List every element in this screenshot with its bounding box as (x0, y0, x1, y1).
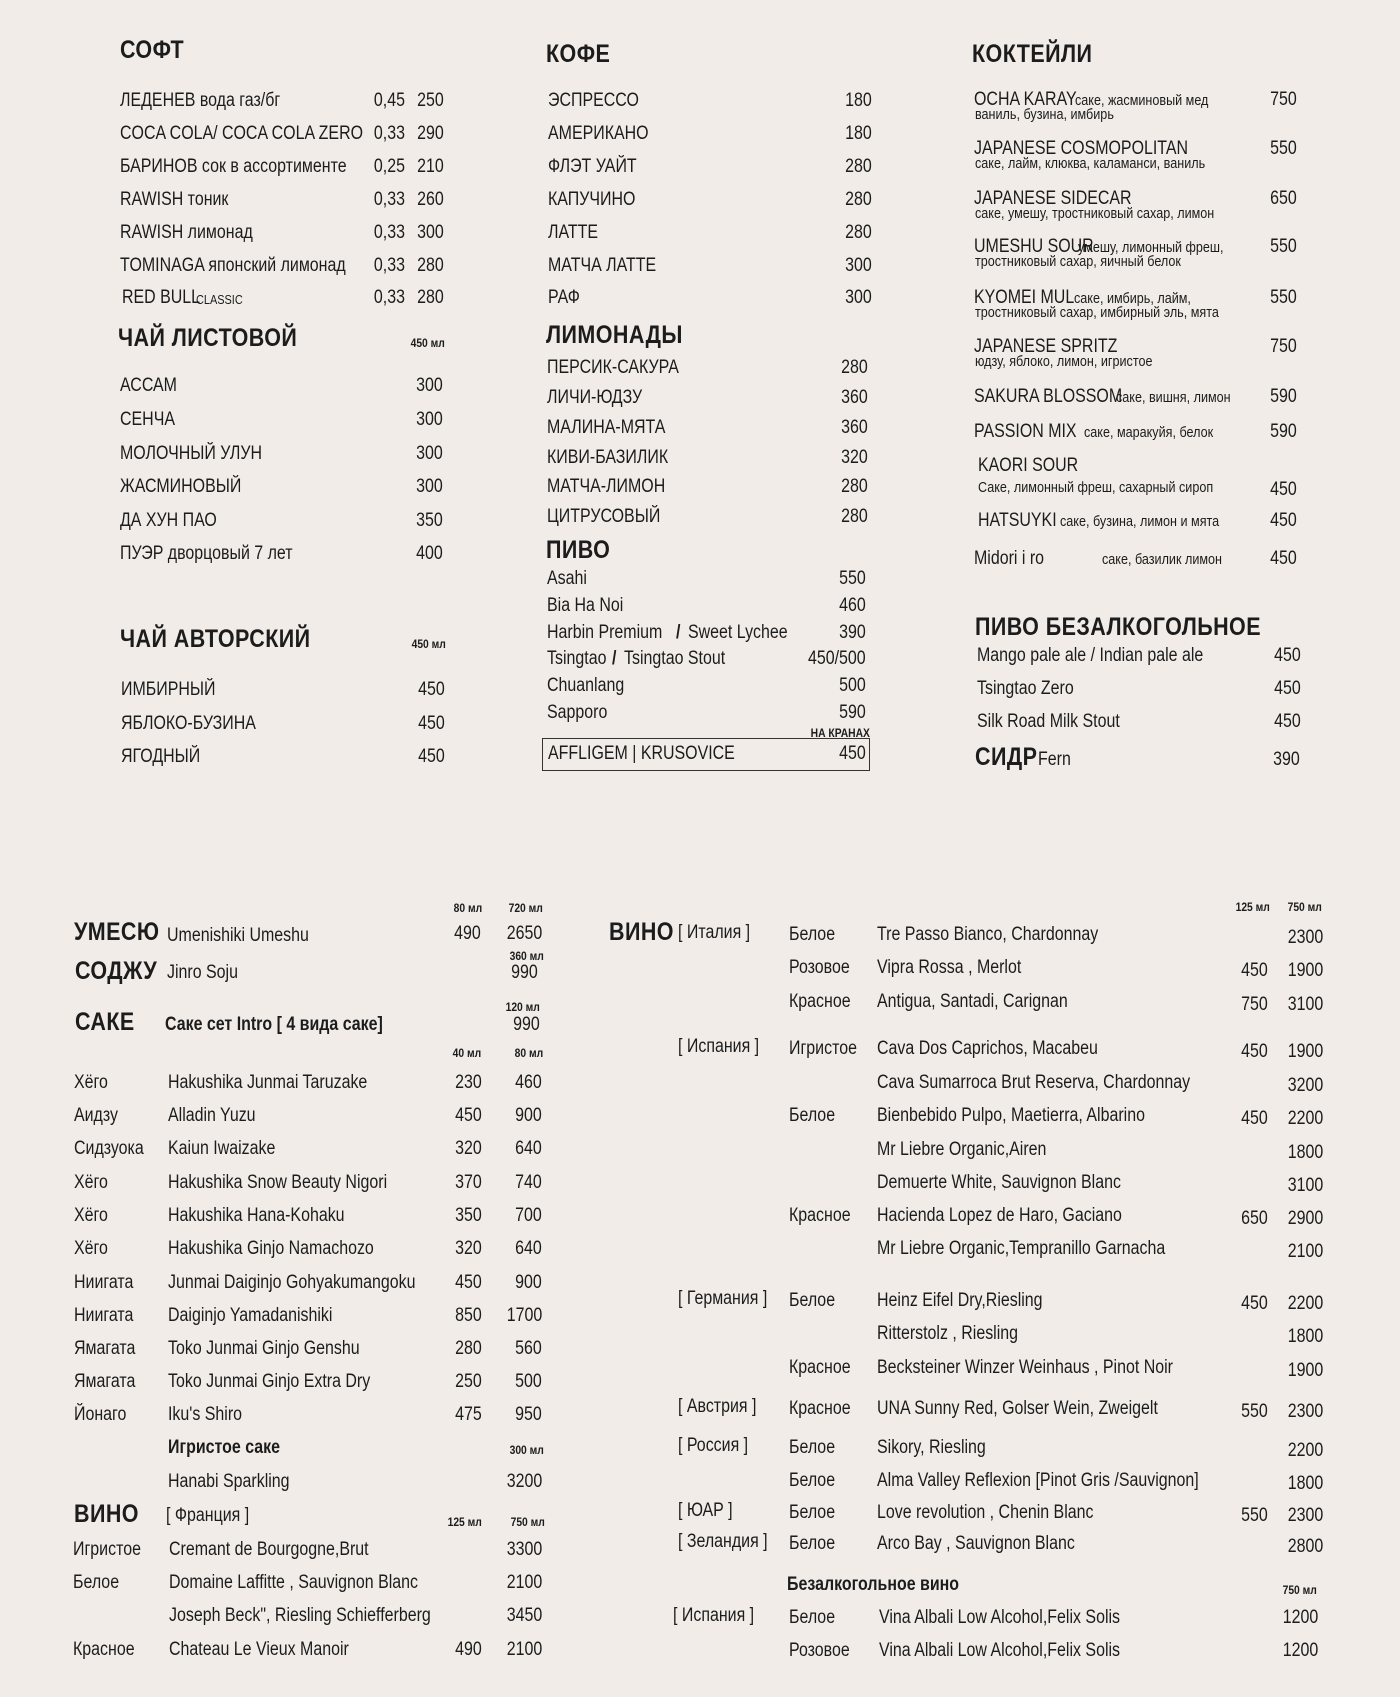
lemonade-price: 360 (841, 417, 868, 438)
tea-author-price: 450 (418, 679, 445, 700)
soft-item-price: 290 (417, 123, 444, 144)
sake-name: Alladin Yuzu (168, 1105, 256, 1126)
umeshu-price-1: 490 (454, 923, 481, 944)
sake-price-1: 370 (455, 1172, 482, 1193)
sake-region: Хёго (74, 1238, 108, 1259)
lemonade-name: МАТЧА-ЛИМОН (547, 476, 666, 497)
wine-price-bottle: 2300 (1287, 1505, 1323, 1526)
tea-author-name: ИМБИРНЫЙ (121, 679, 216, 700)
lemonade-price: 280 (841, 357, 868, 378)
tea-leaf-price: 300 (416, 476, 443, 497)
wine-name: Arco Bay , Sauvignon Blanc (877, 1533, 1075, 1554)
soft-item-price: 300 (417, 222, 444, 243)
sake-price-1: 250 (455, 1371, 482, 1392)
wine-name: Heinz Eifel Dry,Riesling (877, 1290, 1043, 1311)
sake-name: Junmai Daiginjo Gohyakumangoku (168, 1272, 416, 1293)
wine-name: Cava Dos Caprichos, Macabeu (877, 1038, 1098, 1059)
wine-country: [ Австрия ] (678, 1396, 757, 1417)
sake-price-2: 740 (515, 1172, 542, 1193)
soft-item-price: 280 (417, 255, 444, 276)
beer-name: Asahi (547, 568, 587, 589)
soft-item-volume: 0,33 (373, 255, 405, 276)
wine-price-bottle: 2100 (506, 1572, 542, 1593)
soft-item-name: RAWISH тоник (120, 189, 229, 210)
soft-item-volume: 0,33 (373, 189, 405, 210)
wine-price-bottle: 1900 (1287, 1360, 1323, 1381)
nonalc-beer-price: 450 (1274, 645, 1301, 666)
beer-tap-price: 450 (839, 743, 866, 764)
cocktail-name: OCHA KARAY (974, 89, 1077, 110)
coffee-price: 300 (845, 287, 872, 308)
coffee-name: РАФ (548, 287, 580, 308)
cocktail-name: PASSION MIX (974, 421, 1077, 442)
cider-price: 390 (1273, 749, 1300, 770)
wine-name: Vipra Rossa , Merlot (877, 957, 1022, 978)
cocktail-price: 550 (1270, 287, 1297, 308)
sake-set-vol: 120 мл (505, 1000, 540, 1014)
umeshu-vol-1: 80 мл (453, 901, 482, 915)
cocktail-name: KAORI SOUR (978, 455, 1079, 476)
sparkling-sake-name: Hanabi Sparkling (168, 1471, 290, 1492)
sake-region: Хёго (74, 1172, 108, 1193)
wine-vol-1: 125 мл (1235, 900, 1270, 914)
section-title-tea-author: ЧАЙ АВТОРСКИЙ (120, 625, 311, 653)
cocktail-name: KYOMEI MUL (974, 287, 1075, 308)
cocktail-desc: саке, имбирь, лайм, (1074, 290, 1191, 307)
sake-price-2: 700 (515, 1205, 542, 1226)
tea-leaf-price: 300 (416, 443, 443, 464)
wine-price-glass: 490 (455, 1639, 482, 1660)
wine-price-bottle: 3100 (1287, 1175, 1323, 1196)
wine-price-bottle: 3200 (1287, 1075, 1323, 1096)
wine-name: Domaine Laffitte , Sauvignon Blanc (169, 1572, 419, 1593)
sake-name: Daiginjo Yamadanishiki (168, 1305, 333, 1326)
beer-name-2: Tsingtao Stout (624, 648, 726, 669)
section-title-cocktails: КОКТЕЙЛИ (972, 40, 1093, 68)
cocktail-name: JAPANESE SIDECAR (974, 188, 1132, 209)
wine-type: Игристое (73, 1539, 141, 1560)
wine-name: Cremant de Bourgogne,Brut (169, 1539, 369, 1560)
tea-leaf-name: МОЛОЧНЫЙ УЛУН (120, 443, 263, 464)
section-title-sake: САКЕ (75, 1008, 135, 1036)
tea-leaf-price: 400 (416, 543, 443, 564)
wine-price-bottle: 3450 (506, 1605, 542, 1626)
cocktail-price: 590 (1270, 421, 1297, 442)
cocktail-price: 750 (1270, 336, 1297, 357)
cocktail-price: 650 (1270, 188, 1297, 209)
cocktail-desc-2: юдзу, яблоко, лимон, игристое (975, 353, 1153, 370)
nonalc-wine-vol: 750 мл (1282, 1583, 1317, 1597)
cocktail-desc-2: тростниковый сахар, яичный белок (975, 253, 1181, 270)
sake-name: Kaiun Iwaizake (168, 1138, 276, 1159)
beer-name: Chuanlang (547, 675, 625, 696)
beer-separator: / (612, 648, 617, 669)
beer-name-2: Sweet Lychee (688, 622, 788, 643)
wine-country: [ Зеландия ] (678, 1531, 768, 1552)
wine-price-bottle: 2200 (1287, 1108, 1323, 1129)
lemonade-price: 320 (841, 447, 868, 468)
sake-price-1: 350 (455, 1205, 482, 1226)
soft-item-price: 280 (417, 287, 444, 308)
lemonade-name: ЦИТРУСОВЫЙ (547, 506, 661, 527)
section-title-coffee: КОФЕ (546, 40, 611, 68)
sake-region: Сидзуока (74, 1138, 144, 1159)
cocktail-desc-2: Саке, лимонный фреш, сахарный сироп (978, 479, 1214, 496)
wine-name: Antigua, Santadi, Carignan (877, 991, 1068, 1012)
wine-france-country: [ Франция ] (166, 1505, 250, 1526)
sake-price-2: 1700 (506, 1305, 542, 1326)
nonalc-beer-name: Tsingtao Zero (977, 678, 1074, 699)
nonalc-beer-name: Mango pale ale / Indian pale ale (977, 645, 1204, 666)
wine-price-bottle: 1800 (1287, 1326, 1323, 1347)
sake-price-2: 640 (515, 1138, 542, 1159)
beer-price: 390 (839, 622, 866, 643)
wine-name: Bienbebido Pulpo, Maetierra, Albarino (877, 1105, 1145, 1126)
wine-type: Красное (789, 1357, 851, 1378)
sparkling-sake-vol: 300 мл (509, 1443, 544, 1457)
wine-price-bottle: 3100 (1287, 994, 1323, 1015)
wine-france-vol-2: 750 мл (510, 1515, 545, 1529)
umeshu-vol-2: 720 мл (508, 901, 543, 915)
coffee-name: АМЕРИКАНО (548, 123, 649, 144)
sake-price-2: 900 (515, 1105, 542, 1126)
wine-name: Ritterstolz , Riesling (877, 1323, 1019, 1344)
sake-region: Ниигата (74, 1305, 134, 1326)
section-title-nonalc-beer: ПИВО БЕЗАЛКОГОЛЬНОЕ (975, 613, 1261, 641)
tea-author-name: ЯГОДНЫЙ (121, 746, 201, 767)
beer-price: 460 (839, 595, 866, 616)
sake-set-price: 990 (513, 1014, 540, 1035)
soft-item-volume: 0,33 (373, 287, 405, 308)
wine-price-bottle: 1200 (1282, 1607, 1318, 1628)
sake-vol-1: 40 мл (452, 1046, 481, 1060)
wine-price-bottle: 3300 (506, 1539, 542, 1560)
coffee-name: ФЛЭТ УАЙТ (548, 156, 637, 177)
cocktail-desc: саке, вишня, лимон (1116, 389, 1231, 406)
wine-price-bottle: 2300 (1287, 1401, 1323, 1422)
wine-type: Красное (73, 1639, 135, 1660)
umeshu-name: Umenishiki Umeshu (167, 925, 309, 946)
wine-name: UNA Sunny Red, Golser Wein, Zweigelt (877, 1398, 1158, 1419)
tea-leaf-name: ПУЭР дворцовый 7 лет (120, 543, 293, 564)
wine-price-glass: 550 (1241, 1505, 1268, 1526)
coffee-price: 300 (845, 255, 872, 276)
section-title-soft: СОФТ (120, 36, 185, 64)
wine-price-bottle: 1800 (1287, 1142, 1323, 1163)
soft-item-name: БАРИНОВ сок в ассортименте (120, 156, 347, 177)
sparkling-sake-price: 3200 (506, 1471, 542, 1492)
lemonade-name: ПЕРСИК-САКУРА (547, 357, 679, 378)
wine-price-bottle: 1200 (1282, 1640, 1318, 1661)
cocktail-price: 550 (1270, 138, 1297, 159)
beer-name: Bia Ha Noi (547, 595, 624, 616)
cocktail-desc-2: саке, умешу, тростниковый сахар, лимон (975, 205, 1215, 222)
sake-price-1: 450 (455, 1105, 482, 1126)
sake-region: Хёго (74, 1205, 108, 1226)
wine-price-glass: 550 (1241, 1401, 1268, 1422)
cider-name: Fern (1038, 749, 1071, 770)
sake-price-1: 850 (455, 1305, 482, 1326)
cocktail-desc: саке, маракуйя, белок (1084, 424, 1214, 441)
wine-price-glass: 450 (1241, 960, 1268, 981)
lemonade-name: КИВИ-БАЗИЛИК (547, 447, 669, 468)
wine-type: Белое (789, 1105, 836, 1126)
sake-price-1: 320 (455, 1238, 482, 1259)
beer-name: Harbin Premium (547, 622, 663, 643)
wine-name: Mr Liebre Organic,Airen (877, 1139, 1047, 1160)
sake-name: Hakushika Snow Beauty Nigori (168, 1172, 388, 1193)
soft-item-name: TOMINAGA японский лимонад (120, 255, 346, 276)
sake-price-2: 500 (515, 1371, 542, 1392)
soft-item-name: COCA COLA/ COCA COLA ZERO (120, 123, 364, 144)
coffee-price: 280 (845, 189, 872, 210)
cocktail-desc: саке, бузина, лимон и мята (1060, 513, 1220, 530)
cocktail-desc-2: саке, лайм, клюква, каламанси, ваниль (975, 155, 1206, 172)
wine-type: Красное (789, 1398, 851, 1419)
tea-leaf-name: СЕНЧА (120, 409, 175, 430)
lemonade-name: ЛИЧИ-ЮДЗУ (547, 387, 643, 408)
sake-price-1: 450 (455, 1272, 482, 1293)
cocktail-price: 450 (1270, 548, 1297, 569)
wine-price-glass: 450 (1241, 1108, 1268, 1129)
soft-item-price: 250 (417, 90, 444, 111)
wine-name: Joseph Beck", Riesling Schiefferberg (169, 1605, 431, 1626)
tea-author-price: 450 (418, 746, 445, 767)
cocktail-desc: умешу, лимонный фреш, (1078, 239, 1224, 256)
wine-name: Tre Passo Bianco, Chardonnay (877, 924, 1099, 945)
wine-price-bottle: 2200 (1287, 1293, 1323, 1314)
lemonade-price: 280 (841, 476, 868, 497)
wine-price-glass: 450 (1241, 1293, 1268, 1314)
wine-vol-2: 750 мл (1287, 900, 1322, 914)
wine-type: Белое (789, 1437, 836, 1458)
nonalc-beer-price: 450 (1274, 678, 1301, 699)
wine-name: Vina Albali Low Alcohol,Felix Solis (879, 1640, 1121, 1661)
soft-item-volume: 0,45 (373, 90, 405, 111)
cocktail-desc-2: ваниль, бузина, имбирь (975, 106, 1114, 123)
tea-leaf-price: 300 (416, 375, 443, 396)
coffee-price: 180 (845, 123, 872, 144)
cocktail-desc: саке, жасминовый мед (1075, 92, 1209, 109)
beer-price: 450/500 (808, 648, 866, 669)
tea-leaf-name: ЖАСМИНОВЫЙ (120, 476, 242, 497)
wine-name: Mr Liebre Organic,Tempranillo Garnacha (877, 1238, 1166, 1259)
nonalc-wine-country: [ Испания ] (673, 1605, 755, 1626)
soju-vol: 360 мл (509, 949, 544, 963)
coffee-price: 180 (845, 90, 872, 111)
sake-name: Iku's Shiro (168, 1404, 243, 1425)
sake-region: Аидзу (74, 1105, 118, 1126)
coffee-name: ЛАТТЕ (548, 222, 599, 243)
sake-price-1: 280 (455, 1338, 482, 1359)
wine-type: Белое (789, 1470, 836, 1491)
sake-set-name: Саке сет Intro [ 4 вида саке] (165, 1014, 383, 1035)
wine-type: Розовое (789, 1640, 850, 1661)
tea-leaf-price: 350 (416, 510, 443, 531)
wine-price-bottle: 2200 (1287, 1440, 1323, 1461)
tea-author-name: ЯБЛОКО-БУЗИНА (121, 713, 256, 734)
cocktail-desc-2: тростниковый сахар, имбирный эль, мята (975, 304, 1219, 321)
wine-name: Sikory, Riesling (877, 1437, 986, 1458)
coffee-name: МАТЧА ЛАТТЕ (548, 255, 657, 276)
wine-type: Игристое (789, 1038, 857, 1059)
wine-price-bottle: 1800 (1287, 1473, 1323, 1494)
beer-price: 500 (839, 675, 866, 696)
sake-name: Toko Junmai Ginjo Extra Dry (168, 1371, 371, 1392)
cocktail-price: 450 (1270, 479, 1297, 500)
wine-price-glass: 750 (1241, 994, 1268, 1015)
wine-type: Розовое (789, 957, 850, 978)
cocktail-price: 550 (1270, 236, 1297, 257)
wine-price-bottle: 2900 (1287, 1208, 1323, 1229)
tea-author-volume: 450 мл (411, 637, 446, 651)
beer-price: 590 (839, 702, 866, 723)
wine-price-bottle: 2800 (1287, 1536, 1323, 1557)
coffee-name: ЭСПРЕССО (548, 90, 639, 111)
lemonade-price: 280 (841, 506, 868, 527)
wine-name: Vina Albali Low Alcohol,Felix Solis (879, 1607, 1121, 1628)
sake-price-2: 900 (515, 1272, 542, 1293)
tea-leaf-volume: 450 мл (410, 336, 445, 350)
sake-region: Йонаго (74, 1404, 127, 1425)
cocktail-name: JAPANESE SPRITZ (974, 336, 1118, 357)
cocktail-name: SAKURA BLOSSOM (974, 386, 1123, 407)
tea-leaf-price: 300 (416, 409, 443, 430)
wine-type: Белое (789, 1533, 836, 1554)
tea-leaf-name: АССАМ (120, 375, 177, 396)
sparkling-sake-title: Игристое саке (168, 1437, 281, 1458)
beer-price: 550 (839, 568, 866, 589)
soju-name: Jinro Soju (167, 962, 238, 983)
beer-name: Tsingtao (547, 648, 607, 669)
sake-price-2: 460 (515, 1072, 542, 1093)
soju-price: 990 (511, 962, 538, 983)
wine-name: Cava Sumarroca Brut Reserva, Chardonnay (877, 1072, 1191, 1093)
wine-price-bottle: 2100 (1287, 1241, 1323, 1262)
sake-region: Ямагата (74, 1371, 136, 1392)
sake-price-2: 640 (515, 1238, 542, 1259)
wine-type: Красное (789, 1205, 851, 1226)
section-title-cider: СИДР (975, 743, 1038, 771)
sake-name: Hakushika Hana-Kohaku (168, 1205, 345, 1226)
sake-price-1: 230 (455, 1072, 482, 1093)
cocktail-name: UMESHU SOUR (974, 236, 1094, 257)
wine-type: Красное (789, 991, 851, 1012)
sake-region: Ниигата (74, 1272, 134, 1293)
section-title-wine: ВИНО (609, 918, 674, 946)
wine-price-glass: 450 (1241, 1041, 1268, 1062)
cocktail-price: 450 (1270, 510, 1297, 531)
sake-price-1: 320 (455, 1138, 482, 1159)
soft-item-suffix: CLASSIC (196, 292, 243, 307)
nonalc-beer-price: 450 (1274, 711, 1301, 732)
soft-item-name: RED BULL (122, 287, 201, 308)
soft-item-volume: 0,25 (373, 156, 405, 177)
coffee-price: 280 (845, 222, 872, 243)
umeshu-price-2: 2650 (506, 923, 542, 944)
lemonade-price: 360 (841, 387, 868, 408)
cocktail-price: 750 (1270, 89, 1297, 110)
tea-leaf-name: ДА ХУН ПАО (120, 510, 217, 531)
wine-name: Chateau Le Vieux Manoir (169, 1639, 349, 1660)
wine-type: Белое (789, 1290, 836, 1311)
soft-item-name: ЛЕДЕНЕВ вода газ/бг (120, 90, 281, 111)
section-title-lemonades: ЛИМОНАДЫ (546, 321, 683, 349)
wine-name: Love revolution , Chenin Blanc (877, 1502, 1094, 1523)
wine-country: [ ЮАР ] (678, 1500, 733, 1521)
wine-name: Hacienda Lopez de Haro, Gaciano (877, 1205, 1122, 1226)
coffee-name: КАПУЧИНО (548, 189, 636, 210)
sake-price-2: 560 (515, 1338, 542, 1359)
beer-name: Sapporo (547, 702, 608, 723)
wine-name: Demuerte White, Sauvignon Blanc (877, 1172, 1121, 1193)
soft-item-name: RAWISH лимонад (120, 222, 253, 243)
lemonade-name: МАЛИНА-МЯТА (547, 417, 666, 438)
soft-item-volume: 0,33 (373, 123, 405, 144)
wine-name: Alma Valley Reflexion [Pinot Gris /Sauvignon] (877, 1470, 1199, 1491)
nonalc-beer-name: Silk Road Milk Stout (977, 711, 1120, 732)
wine-price-bottle: 1900 (1287, 960, 1323, 981)
sake-vol-2: 80 мл (514, 1046, 543, 1060)
beer-tap-label: НА КРАНАХ (810, 726, 870, 740)
wine-type: Белое (789, 924, 836, 945)
sake-name: Hakushika Junmai Taruzake (168, 1072, 368, 1093)
nonalc-wine-title: Безалкогольное вино (787, 1574, 960, 1595)
wine-type: Белое (789, 1502, 836, 1523)
cocktail-name: JAPANESE COSMOPOLITAN (974, 138, 1189, 159)
section-title-soju: СОДЖУ (75, 957, 158, 985)
wine-type: Белое (73, 1572, 120, 1593)
wine-price-bottle: 2300 (1287, 927, 1323, 948)
wine-price-bottle: 2100 (506, 1639, 542, 1660)
beer-separator: / (676, 622, 681, 643)
wine-price-bottle: 1900 (1287, 1041, 1323, 1062)
cocktail-name: HATSUYKI (978, 510, 1057, 531)
wine-type: Белое (789, 1607, 836, 1628)
section-title-beer: ПИВО (546, 536, 611, 564)
section-title-umeshu: УМЕСЮ (74, 918, 160, 946)
cocktail-price: 590 (1270, 386, 1297, 407)
cocktail-name: Midori i ro (974, 548, 1045, 569)
sake-name: Hakushika Ginjo Namachozo (168, 1238, 374, 1259)
section-title-tea-leaf: ЧАЙ ЛИСТОВОЙ (118, 324, 298, 352)
sake-name: Toko Junmai Ginjo Genshu (168, 1338, 360, 1359)
soft-item-volume: 0,33 (373, 222, 405, 243)
coffee-price: 280 (845, 156, 872, 177)
soft-item-price: 260 (417, 189, 444, 210)
wine-france-vol-1: 125 мл (447, 1515, 482, 1529)
section-title-wine-france: ВИНО (74, 1500, 139, 1528)
wine-country: [ Германия ] (678, 1288, 768, 1309)
wine-country: [ Россия ] (678, 1435, 749, 1456)
sake-price-1: 475 (455, 1404, 482, 1425)
sake-region: Хёго (74, 1072, 108, 1093)
wine-country: [ Испания ] (678, 1036, 760, 1057)
wine-country: [ Италия ] (678, 922, 751, 943)
cocktail-desc: саке, базилик лимон (1102, 551, 1223, 568)
tea-author-price: 450 (418, 713, 445, 734)
soft-item-price: 210 (417, 156, 444, 177)
sake-region: Ямагата (74, 1338, 136, 1359)
wine-price-glass: 650 (1241, 1208, 1268, 1229)
wine-name: Becksteiner Winzer Weinhaus , Pinot Noir (877, 1357, 1173, 1378)
sake-price-2: 950 (515, 1404, 542, 1425)
beer-tap-name: AFFLIGEM | KRUSOVICE (548, 743, 735, 764)
